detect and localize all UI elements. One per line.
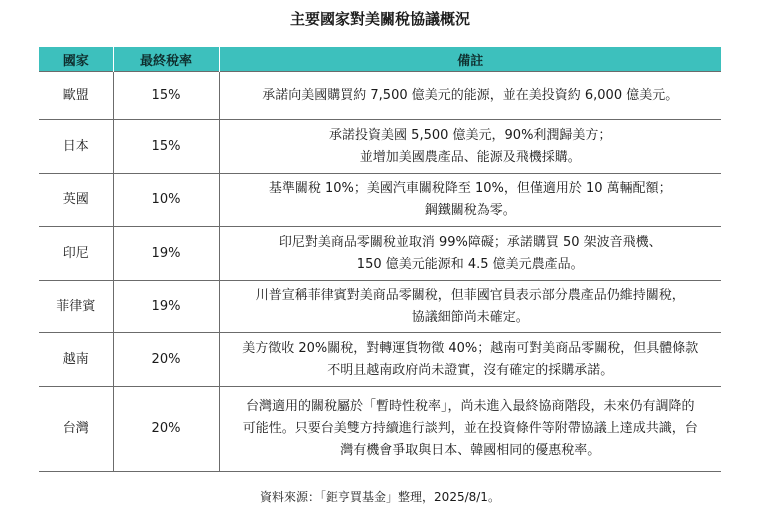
rate-cell: 19% [113,227,219,281]
rate-cell: 19% [113,281,219,333]
table-row [39,227,721,281]
table-row [39,333,721,387]
note-cell [219,227,721,281]
note-cell [219,281,721,333]
note-line: 鋼鐵關稅為零。 [424,203,516,218]
header-note: 備註 [219,47,721,72]
note-line: 美方徵收 20%關稅，對轉運貨物徵 40%；越南可對美商品零關稅，但具體條款 [242,340,699,356]
country-cell: 日本 [39,120,113,174]
tariff-table [39,47,721,472]
note-line: 台灣適用的關稅屬於「暫時性稅率」，尚未進入最終協商階段，未來仍有調降的 [245,399,695,414]
country-cell: 菲律賓 [39,281,113,333]
table-row [39,281,721,333]
table-row [39,72,721,120]
table-row [39,174,721,227]
table-row [39,120,721,174]
rate-cell: 15% [113,72,219,120]
note-cell [219,120,721,174]
note-line: 協議細節尚未確定。 [411,309,529,325]
header-final-rate: 最終稅率 [113,47,219,72]
note-cell [219,333,721,387]
note-line: 承諾投資美國 5,500 億美元，90%利潤歸美方； [329,127,612,143]
note-line: 基準關稅 10%；美國汽車關稅降至 10%，但僅適用於 10 萬輛配額； [268,181,672,196]
rate-cell: 15% [113,120,219,174]
country-cell: 台灣 [39,387,113,472]
note-line: 並增加美國農產品、能源及飛機採購。 [359,149,581,165]
country-cell: 印尼 [39,227,113,281]
note-cell [219,387,721,472]
page-title: 主要國家對美關稅協議概況 [289,10,470,28]
source-footnote: 資料來源：「鉅亨買基金」整理，2025/8/1。 [260,490,500,504]
note-line: 150 億美元能源和 4.5 億美元農產品。 [356,256,584,272]
country-cell: 歐盟 [39,72,113,120]
rate-cell: 10% [113,174,219,227]
header-country: 國家 [39,47,113,72]
note-line: 承諾向美國購買約 7,500 億美元的能源，並在美投資約 6,000 億美元。 [262,87,679,103]
table-header-row [39,47,721,72]
note-line: 可能性。只要台美雙方持續進行談判，並在投資條件等附帶協議上達成共識，台 [242,421,698,436]
note-line: 川普宣稱菲律賓對美商品零關稅，但菲國官員表示部分農產品仍維持關稅， [255,287,685,303]
rate-cell: 20% [113,333,219,387]
note-cell [219,174,721,227]
table-row [39,387,721,472]
note-cell [219,72,721,120]
rate-cell: 20% [113,387,219,472]
country-cell: 越南 [39,333,113,387]
note-line: 灣有機會爭取與日本、韓國相同的優惠稅率。 [340,443,601,458]
country-cell: 英國 [39,174,113,227]
note-line: 不明且越南政府尚未證實，沒有確定的採購承諾。 [327,362,614,378]
note-line: 印尼對美商品零關稅並取消 99%障礙；承諾購買 50 架波音飛機、 [278,234,662,250]
